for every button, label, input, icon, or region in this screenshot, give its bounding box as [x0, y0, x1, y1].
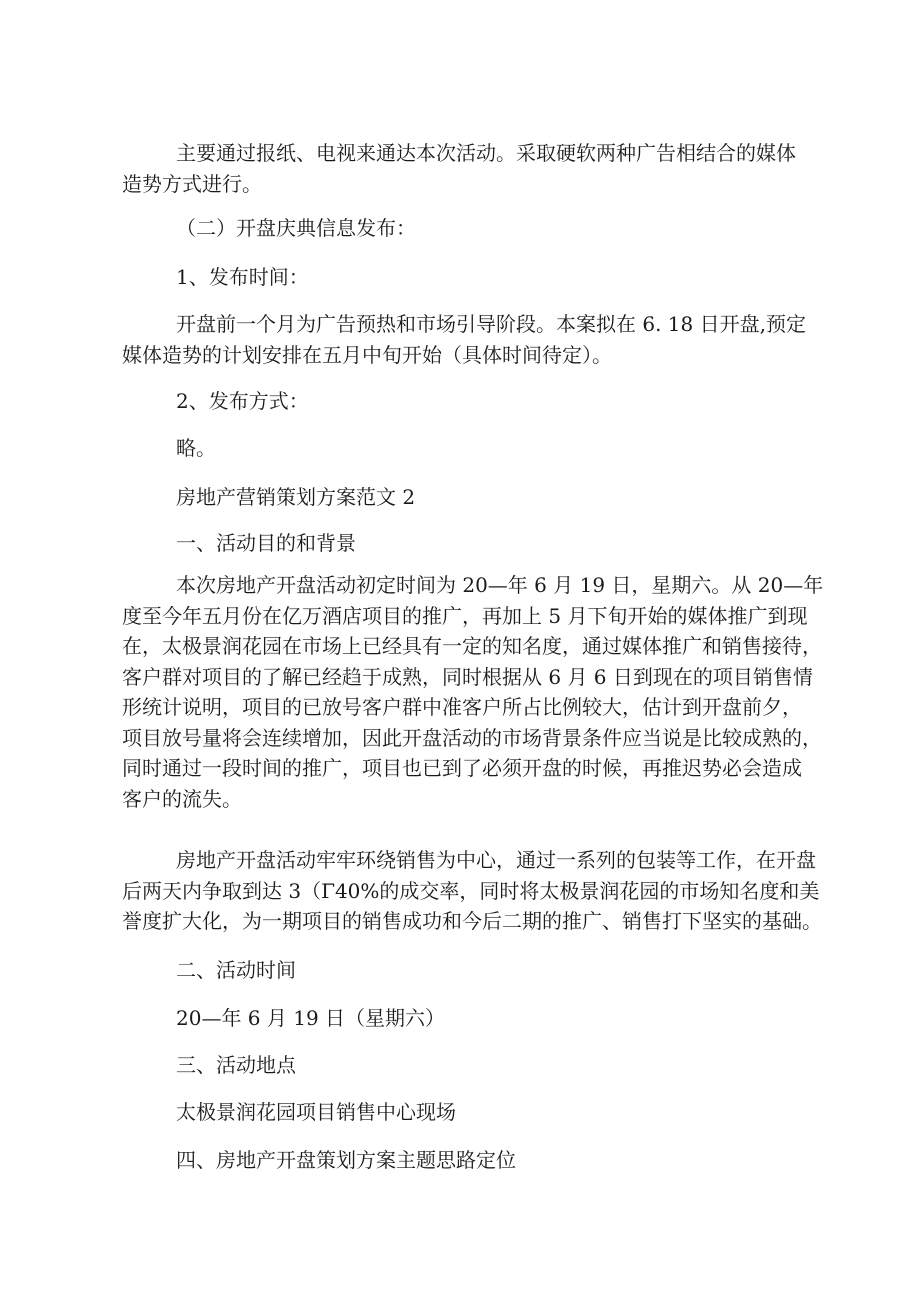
- text-line: 二、活动时间: [176, 958, 296, 982]
- text-line: 太极景润花园项目销售中心现场: [176, 1100, 456, 1124]
- text-line: 开盘前一个月为广告预热和市场引导阶段。本案拟在 6. 18 日开盘,预定: [176, 312, 806, 336]
- text-line: 造势方式进行。: [122, 171, 262, 196]
- subheading-release-time: [176, 262, 826, 293]
- section-heading-opening-info: [176, 213, 826, 244]
- paragraph-media-approach: [122, 138, 826, 199]
- text-line: 房地产营销策划方案范文 2: [176, 485, 416, 509]
- text-line: 同时通过一段时间的推广，项目也已到了必须开盘的时候，再推迟势必会造成: [122, 756, 802, 780]
- text-line: 20—年 6 月 19 日（星期六）: [176, 1006, 446, 1030]
- section-heading-theme: [176, 1145, 826, 1176]
- text-line: 略。: [176, 436, 216, 460]
- text-line: （二）开盘庆典信息发布：: [176, 216, 416, 240]
- section-heading-purpose: [176, 528, 826, 559]
- text-line: 一、活动目的和背景: [176, 531, 356, 555]
- text-line: 1、发布时间：: [176, 265, 309, 289]
- text-line: 誉度扩大化，为一期项目的销售成功和今后二期的推广、销售打下坚实的基础。: [122, 909, 822, 933]
- text-line: 客户群对项目的了解已经趋于成熟，同时根据从 6 月 6 日到现在的项目销售情: [122, 664, 813, 689]
- text-line: 客户的流失。: [122, 786, 242, 811]
- text-line: 媒体造势的计划安排在五月中旬开始（具体时间待定）。: [122, 342, 612, 367]
- text-line: 主要通过报纸、电视来通达本次活动。采取硬软两种广告相结合的媒体: [176, 141, 796, 165]
- text-line: 本次房地产开盘活动初定时间为 20—年 6 月 19 日，星期六。从 20—年: [176, 573, 824, 597]
- paragraph-background: [122, 570, 826, 814]
- section-heading-time: [176, 955, 826, 986]
- text-line: 四、房地产开盘策划方案主题思路定位: [176, 1148, 516, 1172]
- text-line: 在，太极景润花园在市场上已经具有一定的知名度，通过媒体推广和销售接待，: [122, 634, 822, 658]
- text-line: 后两天内争取到达 3（Γ40%的成交率，同时将太极景润花园的市场知名度和美: [122, 878, 820, 903]
- text-line: 2、发布方式：: [176, 389, 309, 413]
- text-line: 度至今年五月份在亿万酒店项目的推广，再加上 5 月下旬开始的媒体推广到现: [122, 603, 808, 628]
- text-line: 项目放号量将会连续增加，因此开盘活动的市场背景条件应当说是比较成熟的，: [122, 725, 822, 750]
- subheading-release-method: [176, 386, 826, 417]
- section-heading-location: [176, 1050, 826, 1081]
- paragraph-goals: [122, 845, 826, 937]
- paragraph-event-location: [176, 1097, 826, 1128]
- document-title-sample-2: [176, 482, 826, 513]
- paragraph-omitted: [176, 433, 826, 464]
- paragraph-event-date: [176, 1003, 826, 1034]
- paragraph-release-time: [122, 309, 826, 370]
- text-line: 房地产开盘活动牢牢环绕销售为中心，通过一系列的包装等工作，在开盘: [176, 848, 816, 872]
- text-line: 三、活动地点: [176, 1053, 296, 1077]
- text-line: 形统计说明，项目的已放号客户群中准客户所占比例较大，估计到开盘前夕，: [122, 695, 802, 719]
